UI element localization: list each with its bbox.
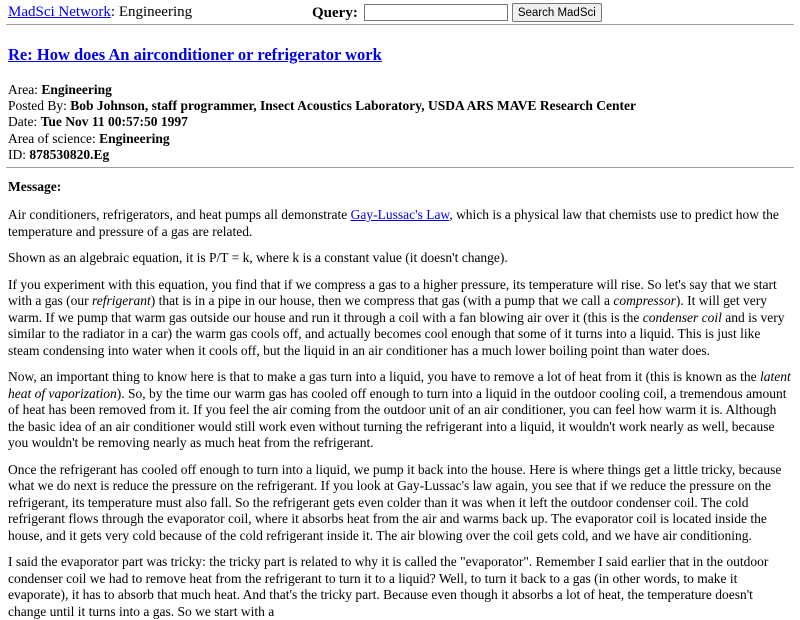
madsci-network-link[interactable]: MadSci Network [8,4,111,20]
meta-area-of-science: Area of science: Engineering [8,130,170,146]
top-bar [0,0,800,24]
meta-id: ID: 878530820.Eg [8,146,110,162]
paragraph-2: Shown as an algebraic equation, it is P/T = k, where k is a constant value (it doesn't change). [8,250,508,266]
site-header [8,4,192,20]
paragraph-6: I said the evaporator part was tricky: the tricky part is related to why it is called the "evaporator". Remember I said earlier that in the outdoor condenser coil we had to remove heat from the refrigerant to turn it to a liquid? Well, to turn it back to a gas (in other words, to make it evaporate), it has to absorb that much heat. And that's the tricky part. Because even though it absorbs a lot of heat, the temperature doesn't change until it turns into a gas. So we start with a [8,554,769,619]
site-section: : Engineering [110,4,193,20]
post-metadata [0,65,800,163]
paragraph-1: Air conditioners, refrigerators, and heat pumps all demonstrate Gay-Lussac's Law, which is a physical law that chemists use to predict how the temperature and pressure of a gas are related. [8,207,779,239]
meta-date: Date: Tue Nov 11 00:57:50 1997 [8,114,188,130]
query-label: Query: [312,4,358,21]
meta-area: Area: Engineering [8,82,112,97]
title-link[interactable]: Re: How does An airconditioner or refrigerator work [8,45,382,64]
search-form [312,3,602,22]
search-button[interactable]: Search MadSci [512,3,602,22]
page-title [0,25,800,65]
meta-posted-by: Posted By: Bob Johnson, staff programmer, Insect Acoustics Laboratory, USDA ARS MAVE Research Center [8,98,637,114]
paragraph-5: Once the refrigerant has cooled off enough to turn into a liquid, we pump it back into the house. Here is where things get a little tricky, because what we do next is reduce the pressure on the refrigerant. If you look at Gay-Lussac's law again, you see that if we reduce the pressure on the refrigerant, its temperature must also fall. So the refrigerant gets even colder than it was when it left the outdoor condenser coil. The cold refrigerant flows through the evaporator coil, where it absorbs heat from the air and warms back up. The evaporator coil is located inside the house, and it gets very cold because of the cold refrigerant inside it. The air blowing over the coil gets cold, and we have air conditioning. [8,461,782,543]
search-input[interactable] [364,4,508,21]
paragraph-4: Now, an important thing to know here is that to make a gas turn into a liquid, you have to remove a lot of heat from it (this is known as the latent heat of vaporization). So, by the time our warm gas has cooled off enough to turn into a liquid in the outdoor cooling coil, a tremendous amount of heat has been removed from it. If you feel the air coming from the outdoor unit of an air conditioner, you can feel how warm it is. Although the basic idea of an air conditioner would still work even without turning the refrigerant into a liquid, it wouldn't work nearly as well, because you wouldn't be removing nearly as much heat from the refrigerant. [8,369,791,451]
gay-lussac-law-link[interactable]: Gay-Lussac's Law [350,207,450,223]
message-body [0,207,800,620]
paragraph-3: If you experiment with this equation, you find that if we compress a gas to a higher pressure, its temperature will rise. So let's say that we start with a gas (our refrigerant) that is in a pipe in our house, then we compress that gas (with a pump that we call a compressor). It will get very warm. If we pump that warm gas outside our house and run it through a coil with a fan blowing air over it (this is the condenser coil and is very similar to the radiator in a car) the warm gas cools off, and actually becomes cool enough that some of it turns into a liquid. This is just like steam condensing into water when it cools off, but the liquid in an air conditioner has a much lower boiling point than water does. [8,276,785,358]
message-label: Message: [8,179,62,195]
